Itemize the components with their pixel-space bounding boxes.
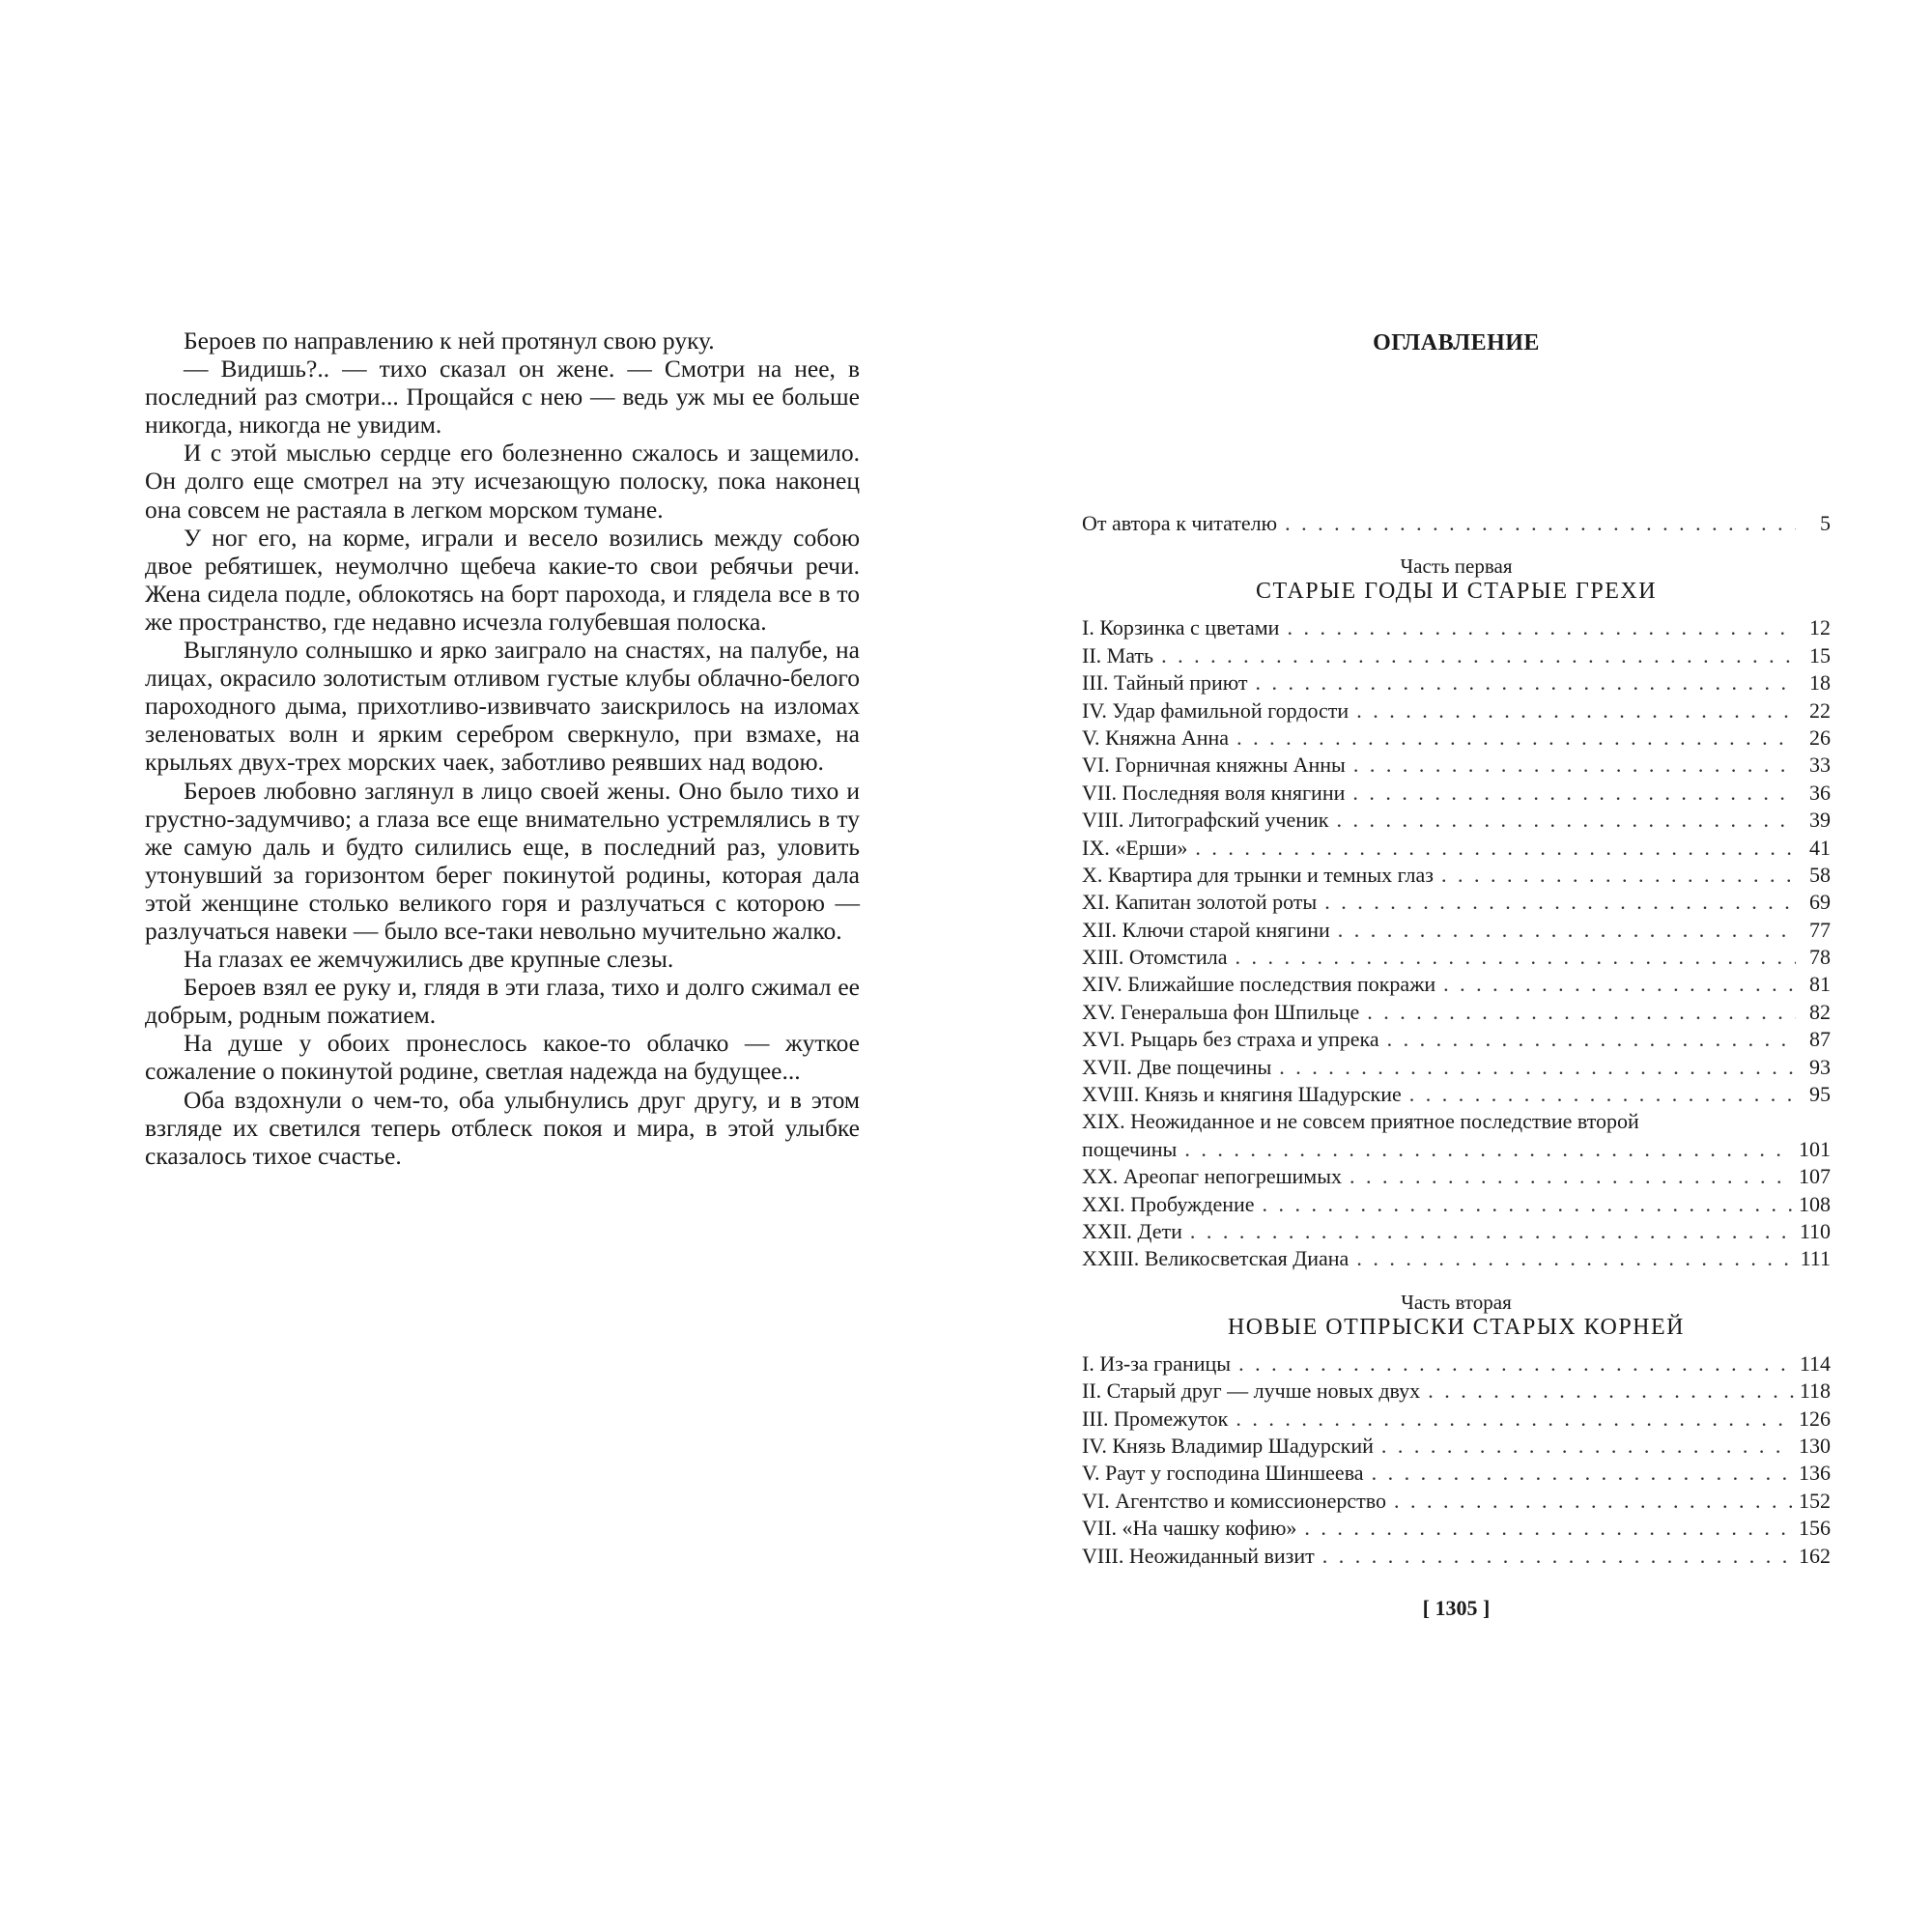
toc-leader-dots bbox=[1236, 1406, 1793, 1433]
toc-entry-page: 36 bbox=[1809, 780, 1831, 805]
toc-entry[interactable] bbox=[1082, 917, 1831, 944]
toc-entry-title: IV. Князь Владимир Шадурский bbox=[1082, 1433, 1374, 1458]
part-label: Часть вторая bbox=[1401, 1290, 1512, 1314]
toc-entry-title: IV. Удар фамильной гордости bbox=[1082, 697, 1350, 723]
toc-entry-page: 12 bbox=[1809, 615, 1831, 640]
toc-entry[interactable] bbox=[1082, 1460, 1831, 1487]
toc-entry[interactable] bbox=[1082, 944, 1831, 971]
toc-entry[interactable] bbox=[1082, 642, 1831, 669]
paragraph: На глазах ее жемчужились две крупные слезы. bbox=[184, 945, 674, 974]
toc-entry[interactable] bbox=[1082, 697, 1831, 724]
toc-entry[interactable] bbox=[1082, 1245, 1831, 1272]
toc-entry-page: 130 bbox=[1799, 1433, 1831, 1458]
toc-entry-title: I. Из-за границы bbox=[1082, 1350, 1232, 1376]
toc-entry-title: XI. Капитан золотой роты bbox=[1082, 890, 1318, 915]
toc-entry-page: 111 bbox=[1800, 1246, 1831, 1271]
toc-entry-title: VIII. Неожиданный визит bbox=[1082, 1543, 1315, 1568]
toc-entry[interactable] bbox=[1082, 1163, 1831, 1190]
toc-leader-dots bbox=[1324, 889, 1796, 916]
toc-entry-page: 15 bbox=[1809, 642, 1831, 668]
toc-entry-title: VIII. Литографский ученик bbox=[1082, 808, 1329, 833]
toc-leader-dots bbox=[1184, 1136, 1793, 1163]
toc-entry[interactable] bbox=[1082, 1191, 1831, 1218]
toc-entry-title: VI. Агентство и комиссионерство bbox=[1082, 1488, 1386, 1513]
toc-entry-title: XXIII. Великосветская Диана bbox=[1082, 1246, 1350, 1271]
toc-entry-title: II. Старый друг — лучше новых двух bbox=[1082, 1378, 1421, 1404]
toc-leader-dots bbox=[1256, 669, 1796, 696]
toc-leader-dots bbox=[1367, 999, 1796, 1026]
toc-entry-page: 126 bbox=[1799, 1406, 1831, 1431]
toc-entry-title: XIV. Ближайшие последствия покражи bbox=[1082, 972, 1436, 997]
toc-entry[interactable] bbox=[1082, 1350, 1831, 1378]
toc-entry-title: XVII. Две пощечины bbox=[1082, 1054, 1272, 1079]
toc-leader-dots bbox=[1428, 1378, 1794, 1405]
toc-entry-title: VI. Горничная княжны Анны bbox=[1082, 753, 1346, 778]
toc-leader-dots bbox=[1236, 724, 1796, 752]
toc-leader-dots bbox=[1381, 1433, 1793, 1460]
part-two-chapters bbox=[1082, 1350, 1831, 1570]
toc-entry-page: 114 bbox=[1799, 1350, 1831, 1376]
toc-leader-dots bbox=[1394, 1488, 1793, 1515]
toc-entry[interactable] bbox=[1082, 614, 1831, 641]
toc-entry-page: 107 bbox=[1799, 1164, 1831, 1189]
toc-leader-dots bbox=[1356, 697, 1796, 724]
toc-leader-dots bbox=[1279, 1054, 1796, 1081]
toc-leader-dots bbox=[1161, 642, 1796, 669]
toc-entry-page: 78 bbox=[1809, 945, 1831, 970]
toc-leader-dots bbox=[1353, 752, 1796, 779]
toc-entry[interactable] bbox=[1082, 1026, 1831, 1053]
toc-leader-dots bbox=[1350, 1163, 1793, 1190]
toc-entry-page: 152 bbox=[1799, 1488, 1831, 1513]
part-label: Часть первая bbox=[1400, 554, 1513, 579]
toc-leader-dots bbox=[1285, 510, 1796, 537]
toc-entry[interactable] bbox=[1082, 807, 1831, 834]
toc-entry-title: III. Промежуток bbox=[1082, 1406, 1229, 1431]
toc-entry[interactable] bbox=[1082, 1406, 1831, 1433]
toc-entry-page: 18 bbox=[1809, 670, 1831, 696]
toc-entry-page: 77 bbox=[1809, 917, 1831, 942]
paragraph: На душе у обоих пронеслось какое-то облачко — жуткое сожаление о покинутой родине, светлая надежда на будущее... bbox=[145, 1029, 860, 1086]
toc-entry[interactable] bbox=[1082, 1433, 1831, 1460]
toc-entry-page: 39 bbox=[1809, 808, 1831, 833]
toc-body bbox=[1082, 510, 1831, 1570]
toc-leader-dots bbox=[1352, 780, 1796, 807]
paragraph: Бероев по направлению к ней протянул свою руку. bbox=[184, 327, 715, 355]
toc-leader-dots bbox=[1356, 1245, 1794, 1272]
toc-entry[interactable] bbox=[1082, 1543, 1831, 1570]
toc-entry[interactable] bbox=[1082, 669, 1831, 696]
toc-entry[interactable] bbox=[1082, 889, 1831, 916]
part-one-chapters-continued bbox=[1082, 1163, 1831, 1273]
paragraph: Бероев взял ее руку и, глядя в эти глаза, тихо и долго сжимал ее добрым, родным пожатием. bbox=[145, 973, 860, 1030]
toc-leader-dots bbox=[1387, 1026, 1796, 1053]
toc-entry-title: XVIII. Князь и княгиня Шадурские bbox=[1082, 1082, 1402, 1107]
toc-entry-page: 93 bbox=[1809, 1054, 1831, 1079]
toc-entry-page: 101 bbox=[1799, 1136, 1831, 1161]
left-page-text bbox=[145, 327, 860, 1170]
toc-entry-title: V. Княжна Анна bbox=[1082, 724, 1230, 750]
toc-leader-dots bbox=[1322, 1543, 1793, 1570]
toc-entry-title: XIII. Отомстила bbox=[1082, 945, 1228, 970]
toc-entry[interactable] bbox=[1082, 1378, 1831, 1405]
toc-leader-dots bbox=[1337, 807, 1797, 834]
paragraph: — Видишь?.. — тихо сказал он жене. — Смотри на нее, в последний раз смотри... Прощайся с нею — ведь уж мы ее больше никогда, никогда не увидим. bbox=[145, 355, 860, 440]
toc-entry-title: I. Корзинка с цветами bbox=[1082, 615, 1280, 640]
toc-entry-title: XX. Ареопаг непогрешимых bbox=[1082, 1164, 1343, 1189]
toc-entry-title: От автора к читателю bbox=[1082, 511, 1278, 535]
toc-leader-dots bbox=[1441, 862, 1796, 889]
toc-leader-dots bbox=[1409, 1081, 1796, 1108]
toc-leader-dots bbox=[1190, 1218, 1794, 1245]
toc-entry-title: XXII. Дети bbox=[1082, 1218, 1182, 1243]
toc-entry[interactable] bbox=[1082, 862, 1831, 889]
paragraph: Бероев любовно заглянул в лицо своей жены. Оно было тихо и грустно-задумчиво; а глаза все еще внимательно устремлялись в ту же самую даль и будто силились еще, в последний раз, уловить утонувший за горизонтом берег покинутой родины, которая дала этой женщине столько великого горя и разлучаться с которою — разлучаться навеки — было все-таки невольно мучительно жалко. bbox=[145, 776, 860, 945]
toc-entry[interactable] bbox=[1082, 835, 1831, 862]
paragraph: Оба вздохнули о чем-то, оба улыбнулись друг другу, и в этом взгляде их светился теперь отблеск покоя и мира, в этой улыбке сказалось тихое счастье. bbox=[145, 1085, 860, 1170]
toc-entry-title: XIX. Неожиданное и не совсем приятное последствие второй bbox=[1082, 1109, 1639, 1134]
toc-entry[interactable] bbox=[1082, 999, 1831, 1026]
page-number: [ 1305 ] bbox=[1422, 1596, 1491, 1620]
toc-entry-title: VII. «На чашку кофию» bbox=[1082, 1516, 1297, 1541]
toc-entry-title: пощечины bbox=[1082, 1136, 1178, 1161]
toc-entry-title: XXI. Пробуждение bbox=[1082, 1191, 1255, 1216]
toc-entry-page: 41 bbox=[1809, 835, 1831, 860]
toc-entry-title: XV. Генеральша фон Шпильце bbox=[1082, 999, 1360, 1024]
toc-entry[interactable] bbox=[1082, 1081, 1831, 1108]
toc-entry-title: VII. Последняя воля княгини bbox=[1082, 780, 1346, 805]
toc-entry-page: 33 bbox=[1809, 753, 1831, 778]
toc-entry-title: XII. Ключи старой княгини bbox=[1082, 917, 1330, 942]
toc-entry[interactable] bbox=[1082, 1515, 1831, 1542]
toc-entry-page: 58 bbox=[1809, 862, 1831, 887]
toc-entry[interactable] bbox=[1082, 971, 1831, 998]
toc-leader-dots bbox=[1238, 1350, 1794, 1378]
toc-entry-title: IX. «Ерши» bbox=[1082, 835, 1188, 860]
toc-leader-dots bbox=[1263, 1191, 1793, 1218]
toc-entry[interactable] bbox=[1082, 1488, 1831, 1515]
toc-title: ОГЛАВЛЕНИЕ bbox=[1373, 330, 1540, 355]
paragraph: Выглянуло солнышко и ярко заиграло на снастях, на палубе, на лицах, окрасило золотистым отливом густые клубы облачно-белого пароходного дыма, прихотливо-извивчато заискрилось на изломах зеленоватых волн и ярким серебром сверкнуло, при взмахе, на крыльях двух-трех морских чаек, заботливо реявших над водою. bbox=[145, 636, 860, 777]
toc-entry-title: XVI. Рыцарь без страха и упрека bbox=[1082, 1027, 1379, 1052]
toc-entry-page: 87 bbox=[1809, 1027, 1831, 1052]
toc-entry-page: 22 bbox=[1809, 697, 1831, 723]
toc-leader-dots bbox=[1287, 614, 1796, 641]
paragraph: И с этой мыслью сердце его болезненно сжалось и защемило. Он долго еще смотрел на эту исчезающую полоску, пока наконец она совсем не растаяла в легком морском тумане. bbox=[145, 439, 860, 524]
toc-entry-page: 110 bbox=[1799, 1218, 1831, 1243]
toc-entry-page: 5 bbox=[1820, 511, 1831, 535]
toc-entry[interactable] bbox=[1082, 752, 1831, 779]
toc-leader-dots bbox=[1235, 944, 1796, 971]
toc-entry[interactable] bbox=[1082, 780, 1831, 807]
toc-entry[interactable] bbox=[1082, 1218, 1831, 1245]
toc-leader-dots bbox=[1338, 917, 1796, 944]
toc-entry-page: 81 bbox=[1809, 972, 1831, 997]
toc-entry-title: X. Квартира для трынки и темных глаз bbox=[1082, 862, 1434, 887]
toc-entry-multiline-title[interactable] bbox=[1082, 1108, 1831, 1135]
toc-leader-dots bbox=[1443, 971, 1796, 998]
toc-entry-page: 156 bbox=[1799, 1516, 1831, 1541]
toc-leader-dots bbox=[1304, 1515, 1793, 1542]
part-one-heading bbox=[1082, 554, 1831, 605]
toc-entry-page: 69 bbox=[1809, 890, 1831, 915]
toc-entry-title: V. Раут у господина Шиншеева bbox=[1082, 1461, 1364, 1486]
toc-entry-page: 82 bbox=[1809, 999, 1831, 1024]
part-name: СТАРЫЕ ГОДЫ И СТАРЫЕ ГРЕХИ bbox=[1255, 579, 1658, 605]
toc-entry[interactable] bbox=[1082, 724, 1831, 752]
toc-entry-page: 108 bbox=[1799, 1191, 1831, 1216]
part-two-heading bbox=[1082, 1291, 1831, 1341]
part-one-chapters bbox=[1082, 614, 1831, 1108]
toc-leader-dots bbox=[1372, 1460, 1793, 1487]
toc-entry-page: 95 bbox=[1809, 1082, 1831, 1107]
toc-entry-intro[interactable] bbox=[1082, 510, 1831, 537]
toc-entry-page: 162 bbox=[1799, 1543, 1831, 1568]
part-name: НОВЫЕ ОТПРЫСКИ СТАРЫХ КОРНЕЙ bbox=[1227, 1314, 1686, 1340]
toc-entry-page: 136 bbox=[1799, 1461, 1831, 1486]
toc-entry-title: III. Тайный приют bbox=[1082, 670, 1248, 696]
toc-leader-dots bbox=[1195, 835, 1796, 862]
toc-entry[interactable] bbox=[1082, 1054, 1831, 1081]
paragraph: У ног его, на корме, играли и весело возились между собою двое ребятишек, неумолчно щебеча какие-то свои ребячьи речи. Жена сидела подле, облокотясь на борт парохода, и глядела все в то же пространство, где недавно исчезла голубевшая полоска. bbox=[145, 523, 860, 636]
toc-entry-title: II. Мать bbox=[1082, 642, 1154, 668]
toc-entry-page: 118 bbox=[1799, 1378, 1831, 1404]
toc-entry-page: 26 bbox=[1809, 724, 1831, 750]
toc-entry[interactable] bbox=[1082, 1136, 1831, 1163]
